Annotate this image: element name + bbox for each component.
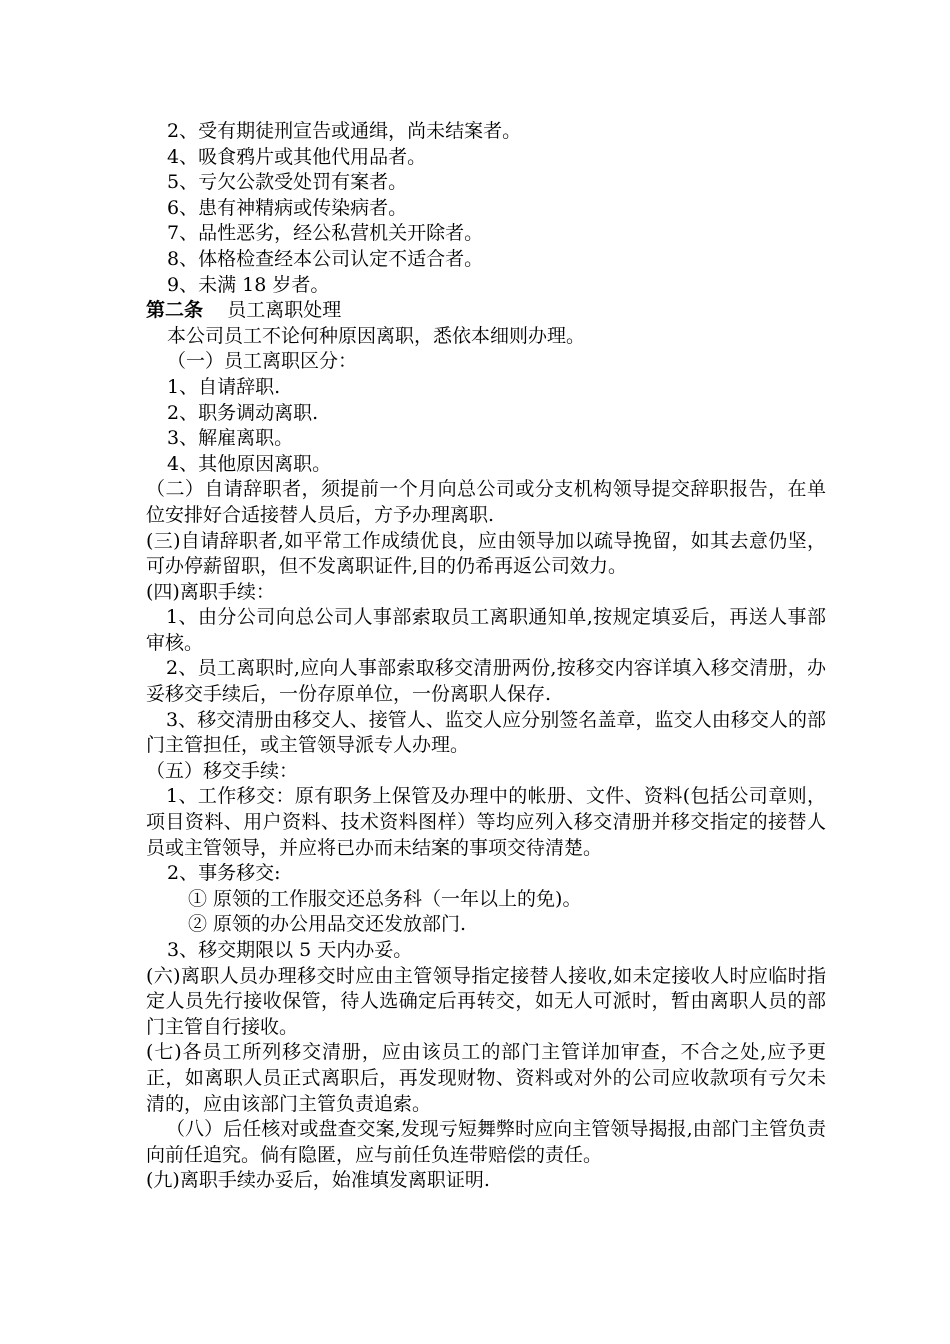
paragraph: 1、工作移交：原有职务上保管及办理中的帐册、文件、资料(包括公司章则，项目资料、用户资料、技术资料图样）等均应列入移交清册并移交指定的接替人员或主管领导，并应将已办而未结案的事项交待清楚。 [146,785,826,859]
list-item: ② 原领的办公用品交还发放部门. [188,913,467,936]
paragraph: （八）后任核对或盘查交案,发现亏短舞弊时应向主管领导揭报,由部门主管负责向前任追究。倘有隐匿，应与前任负连带赔偿的责任。 [146,1118,826,1166]
list-item: 6、患有神精病或传染病者。 [167,196,408,219]
section-heading: （五）移交手续： [146,759,299,782]
section-heading: (四)离职手续： [146,580,275,603]
paragraph: (三)自请辞职者,如平常工作成绩优良，应由领导加以疏导挽留，如其去意仍坚，可办停薪留职，但不发离职证件,目的仍希再返公司效力。 [146,529,826,578]
article-heading [146,298,826,324]
list-item: 7、品性恶劣，经公私营机关开除者。 [167,222,484,245]
paragraph: 1、由分公司向总公司人事部索取员工离职通知单,按规定填妥后，再送人事部审核。 [146,606,826,654]
article-title: 员工离职处理 [227,299,342,322]
list-item: 2、事务移交: [167,862,281,885]
list-item: 1、自请辞职. [167,375,281,398]
intro-text: 本公司员工不论何种原因离职，悉依本细则办理。 [167,324,586,347]
list-item: 4、吸食鸦片或其他代用品者。 [167,145,427,168]
paragraph: 2、员工离职时,应向人事部索取移交清册两份,按移交内容详填入移交清册，办妥移交手续后，一份存原单位，一份离职人保存. [146,657,826,706]
article-label: 第二条 [146,299,204,322]
paragraph: (七)各员工所列移交清册，应由该员工的部门主管详加审查，不合之处,应予更正，如离职人员正式离职后，再发现财物、资料或对外的公司应收款项有亏欠未清的，应由该部门主管负责追索。 [146,1041,826,1115]
paragraph: （二）自请辞职者，须提前一个月向总公司或分支机构领导提交辞职报告，在单位安排好合适接替人员后，方予办理离职. [146,478,826,526]
list-item: 5、亏欠公款受处罚有案者。 [167,171,408,194]
list-item: 3、解雇离职。 [167,427,294,450]
paragraph: (九)离职手续办妥后，始准填发离职证明. [146,1169,490,1192]
paragraph: (六)离职人员办理移交时应由主管领导指定接替人接收,如未定接收人时应临时指定人员先行接收保管，待人选确定后再转交，如无人可派时，暂由离职人员的部门主管自行接收。 [146,964,826,1038]
list-item: 9、未满 18 岁者。 [167,273,330,296]
list-item: 3、移交期限以 5 天内办妥。 [167,939,413,961]
section-heading: （一）员工离职区分： [167,350,358,373]
list-item: 8、体格检查经本公司认定不适合者。 [167,247,484,270]
document-page [146,119,826,1194]
list-item: 2、受有期徒刑宣告或通缉，尚未结案者。 [167,120,522,142]
list-item: 4、其他原因离职。 [167,452,332,475]
list-item: ① 原领的工作服交还总务科（一年以上的免)。 [188,887,582,910]
list-item: 2、职务调动离职. [167,401,319,424]
paragraph: 3、移交清册由移交人、接管人、监交人应分别签名盖章，监交人由移交人的部门主管担任，或主管领导派专人办理。 [146,708,826,757]
